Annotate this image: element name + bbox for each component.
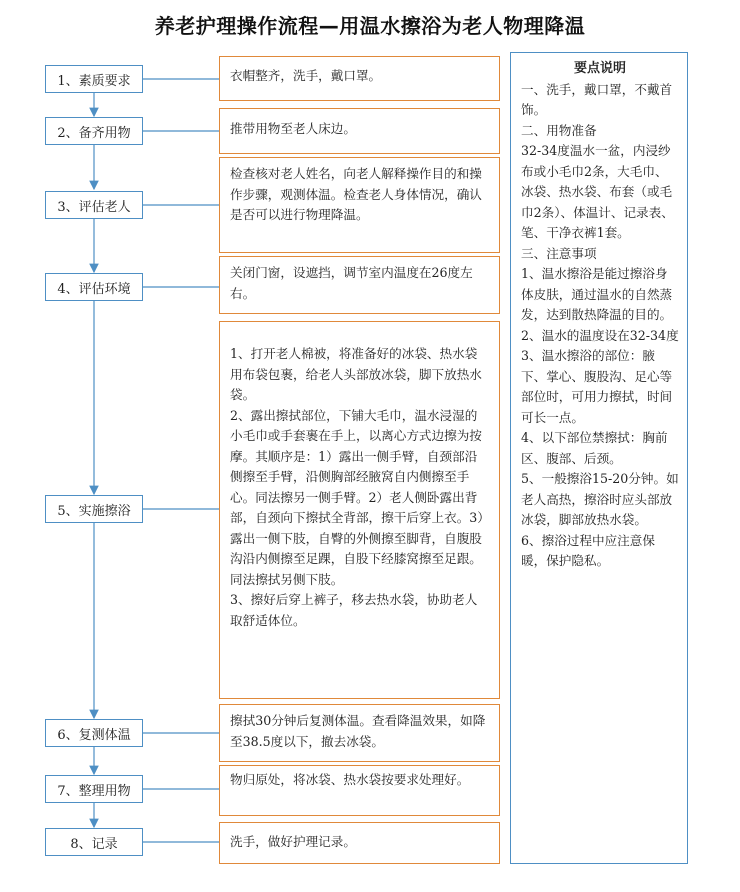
notes-line-8: 4、以下部位禁擦拭：胸前区、腹部、后颈。 xyxy=(521,430,668,466)
notes-line-4: 三、注意事项 xyxy=(521,245,597,261)
page-title: 养老护理操作流程—用温水擦浴为老人物理降温 xyxy=(154,14,586,38)
notes-line-3: 32-34度温水一盆，内浸纱布或小毛巾2条，大毛巾、冰袋、热水袋、布套（或毛巾2条）、体温计、记录表、笔、干净衣裤1套。 xyxy=(521,143,674,240)
step-5-content-part-1: 1、打开老人棉被，将准备好的冰袋、热水袋用布袋包裹，给老人头部放冰袋，脚下放热水袋。 xyxy=(230,346,482,402)
notes-line-5: 1、温水擦浴是能过擦浴身体皮肤，通过温水的自然蒸发，达到散热降温的目的。 xyxy=(521,266,673,322)
notes-line-1: 一、洗手，戴口罩，不戴首饰。 xyxy=(521,81,673,117)
step-2-content: 推带用物至老人床边。 xyxy=(219,108,500,154)
step-3-box: 3、评估老人 xyxy=(45,191,143,219)
notes-line-2: 二、用物准备 xyxy=(521,122,597,138)
notes-title: 要点说明 xyxy=(573,61,626,76)
step-8-content: 洗手，做好护理记录。 xyxy=(219,822,500,864)
step-3-content: 检查核对老人姓名，向老人解释操作目的和操作步骤，观测体温。检查老人身体情况，确认是否可以进行物理降温。 xyxy=(219,157,500,253)
notes-line-7: 3、温水擦浴的部位：腋下、掌心、腹股沟、足心等部位时，可用力擦拭，时间可长一点。 xyxy=(521,348,673,425)
step-7-box: 7、整理用物 xyxy=(45,775,143,803)
step-1-content: 衣帽整齐，洗手，戴口罩。 xyxy=(219,56,500,101)
step-5-content-part-2: 2、露出擦拭部位，下铺大毛巾，温水浸湿的小毛巾或手套裹在手上，以离心方式边擦为按摩。其顺序是：1）露出一侧手臂，自颈部沿侧擦至手臂，沿侧胸部经腋窝自内侧擦至手心。同法擦另一侧手臂。2）老人侧卧露出背部，自颈向下擦拭全背部，擦干后穿上衣。3）露出一侧下肢，自臀的外侧擦至脚背，自腹股沟沿内侧擦至足踝，自股下经膝窝擦至足跟。同法擦拭另侧下肢。 xyxy=(230,407,484,587)
step-1-box: 1、素质要求 xyxy=(45,65,143,93)
notes-line-10: 6、擦浴过程中应注意保暖，保护隐私。 xyxy=(521,532,655,568)
step-4-content: 关闭门窗，设遮挡，调节室内温度在26度左右。 xyxy=(219,256,500,314)
step-7-content: 物归原处，将冰袋、热水袋按要求处理好。 xyxy=(219,765,500,816)
step-4-box: 4、评估环境 xyxy=(45,273,143,301)
step-6-content: 擦拭30分钟后复测体温。查看降温效果，如降至38.5度以下，撤去冰袋。 xyxy=(219,704,500,762)
notes-line-6: 2、温水的温度设在32-34度 xyxy=(521,327,679,343)
step-5-content-part-3: 3、擦好后穿上裤子，移去热水袋，协助老人取舒适体位。 xyxy=(230,592,478,628)
step-8-box: 8、记录 xyxy=(45,828,143,856)
step-2-box: 2、备齐用物 xyxy=(45,117,143,145)
notes-line-9: 5、一般擦浴15-20分钟。如老人高热，擦浴时应头部放冰袋，脚部放热水袋。 xyxy=(521,471,679,527)
notes-panel xyxy=(510,52,688,864)
step-6-box: 6、复测体温 xyxy=(45,719,143,747)
step-5-content xyxy=(219,321,500,699)
step-5-box: 5、实施擦浴 xyxy=(45,495,143,523)
